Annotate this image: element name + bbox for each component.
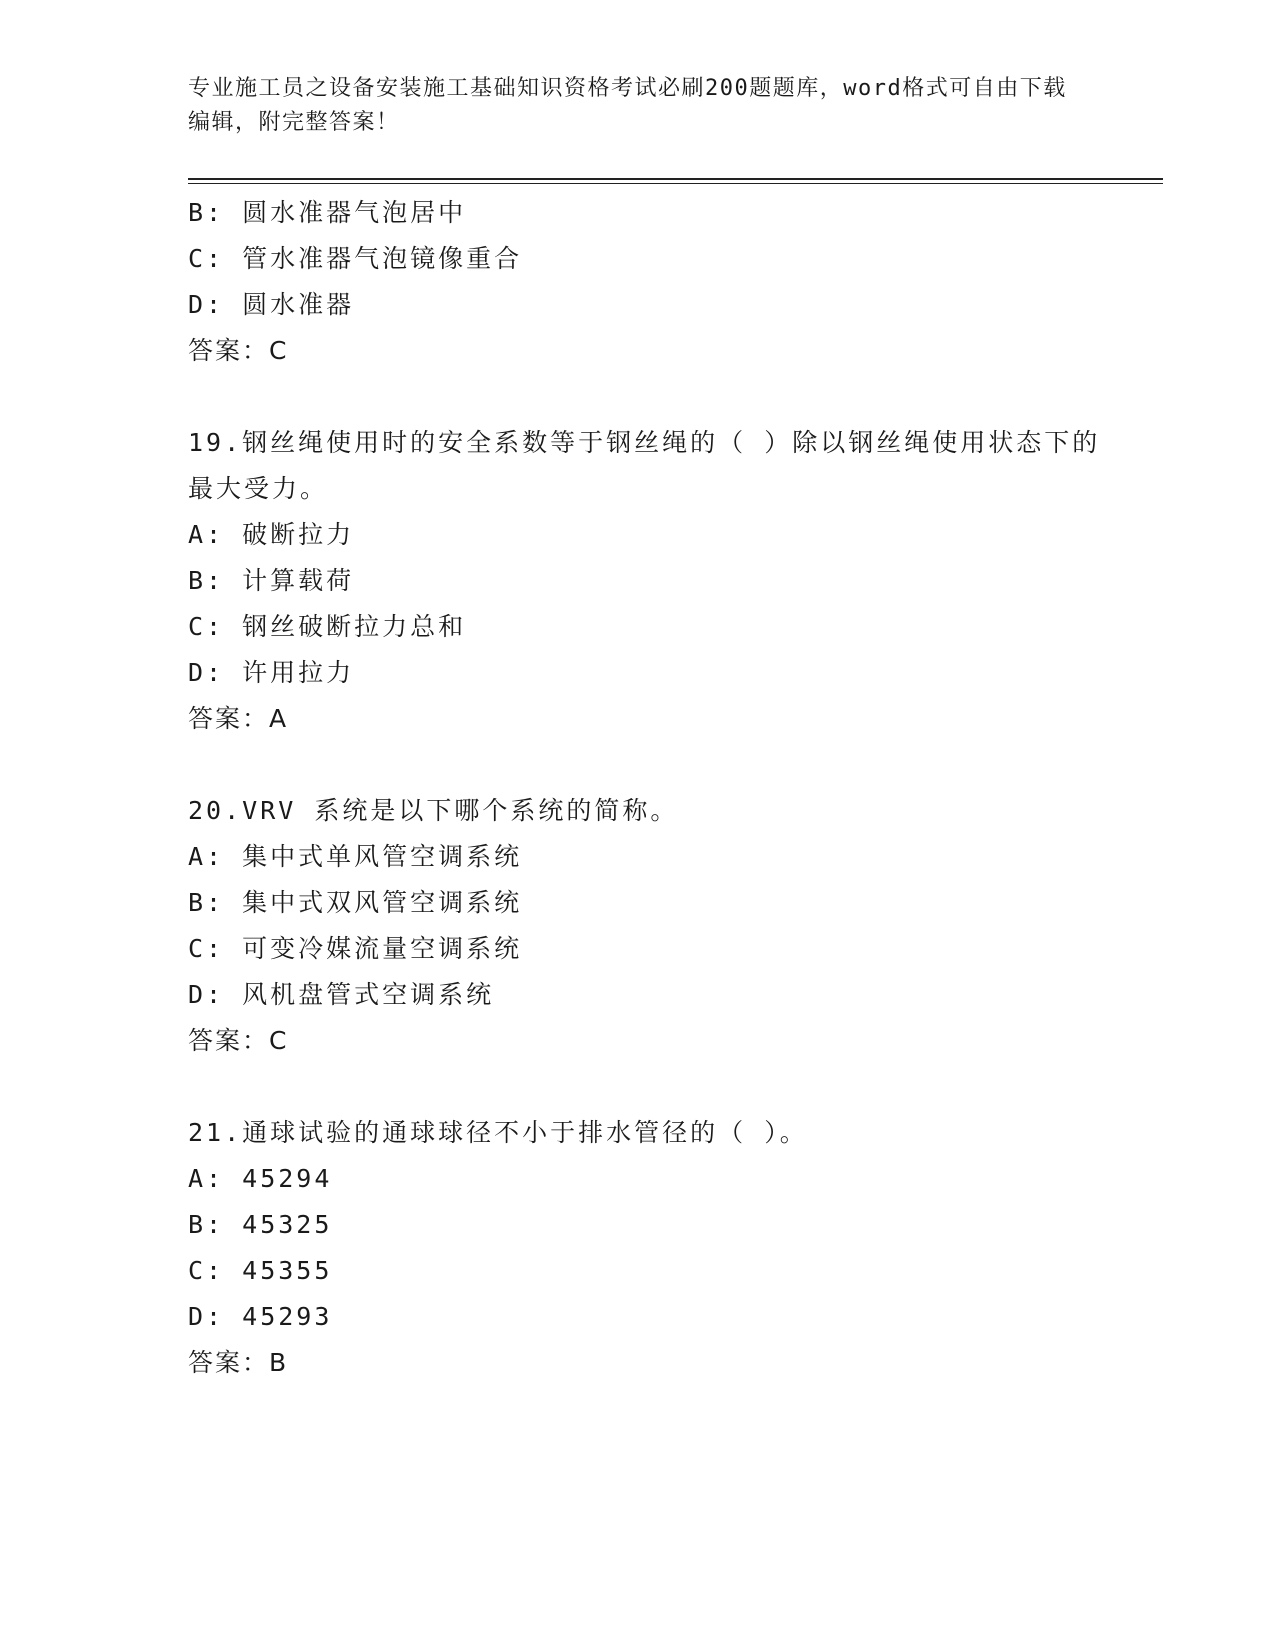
option-d: D: 风机盘管式空调系统 (188, 980, 495, 1009)
question-list (188, 190, 1118, 1386)
option-b: B: 集中式双风管空调系统 (188, 888, 523, 917)
question-block (188, 420, 1118, 742)
option-b: B: 45325 (188, 1210, 333, 1239)
spacer (188, 374, 1118, 420)
question-stem: 20.VRV 系统是以下哪个系统的简称。 (188, 796, 679, 825)
header-divider-thick (188, 178, 1163, 180)
header-divider-thin (188, 183, 1163, 184)
option-a: A: 破断拉力 (188, 520, 355, 549)
spacer (188, 742, 1118, 788)
document-title: 专业施工员之设备安装施工基础知识资格考试必刷200题题库，word格式可自由下载编辑，附完整答案！ (188, 76, 1067, 135)
option-b: B: 圆水准器气泡居中 (188, 198, 467, 227)
option-d: D: 圆水准器 (188, 290, 355, 319)
question-stem: 19.钢丝绳使用时的安全系数等于钢丝绳的（ ）除以钢丝绳使用状态下的最大受力。 (188, 428, 1101, 503)
option-d: D: 许用拉力 (188, 658, 355, 687)
option-c: C: 钢丝破断拉力总和 (188, 612, 467, 641)
option-a: A: 45294 (188, 1164, 333, 1193)
question-block (188, 788, 1118, 1064)
answer-line: 答案：B (188, 1348, 289, 1377)
option-c: C: 管水准器气泡镜像重合 (188, 244, 523, 273)
answer-line: 答案：A (188, 704, 289, 733)
option-c: C: 可变冷媒流量空调系统 (188, 934, 523, 963)
question-block (188, 1110, 1118, 1386)
answer-line: 答案：C (188, 336, 289, 365)
question-block (188, 190, 1118, 374)
option-b: B: 计算载荷 (188, 566, 355, 595)
answer-line: 答案：C (188, 1026, 289, 1055)
spacer (188, 1064, 1118, 1110)
option-c: C: 45355 (188, 1256, 333, 1285)
option-d: D: 45293 (188, 1302, 333, 1331)
question-stem: 21.通球试验的通球球径不小于排水管径的（ ）。 (188, 1118, 808, 1147)
option-a: A: 集中式单风管空调系统 (188, 842, 523, 871)
